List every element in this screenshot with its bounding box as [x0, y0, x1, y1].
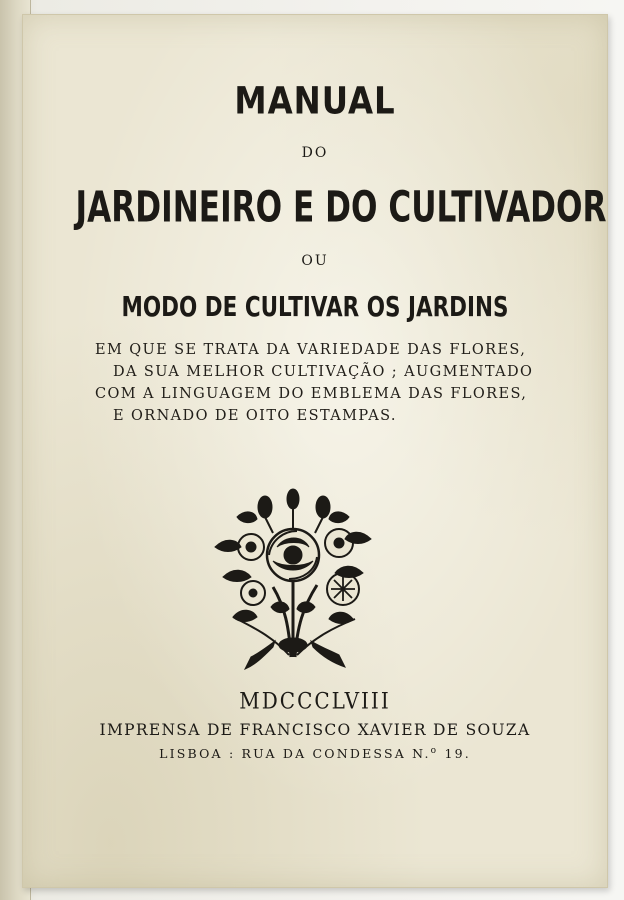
title-connector-ou: OU	[301, 253, 329, 269]
description-line-3: COM A LINGUAGEM DO EMBLEMA DAS FLORES,	[95, 386, 528, 402]
publisher: IMPRENSA DE FRANCISCO XAVIER DE SOUZA	[99, 721, 531, 739]
description-line-4: E ORNADO DE OITO ESTAMPAS.	[113, 408, 397, 424]
publisher-address	[23, 746, 607, 761]
flower-bouquet-icon	[193, 477, 393, 677]
publication-year: MDCCCLVIII	[239, 687, 391, 715]
address-superscript: o	[430, 746, 439, 756]
address-main: LISBOA : RUA DA CONDESSA N.	[159, 746, 431, 761]
description-line-1: EM QUE SE TRATA DA VARIEDADE DAS FLORES,	[95, 342, 527, 358]
address-number: 19.	[438, 746, 471, 761]
title-main: JARDINEIRO E DO CULTIVADOR	[75, 182, 607, 232]
title-manual: MANUAL	[234, 79, 396, 124]
title-page	[22, 14, 608, 888]
description-block	[95, 339, 535, 427]
subtitle: MODO DE CULTIVAR OS JARDINS	[121, 290, 509, 323]
title-connector-do: DO	[301, 145, 329, 161]
description-line-2: DA SUA MELHOR CULTIVAÇÃO ; AUGMENTADO	[113, 364, 534, 380]
